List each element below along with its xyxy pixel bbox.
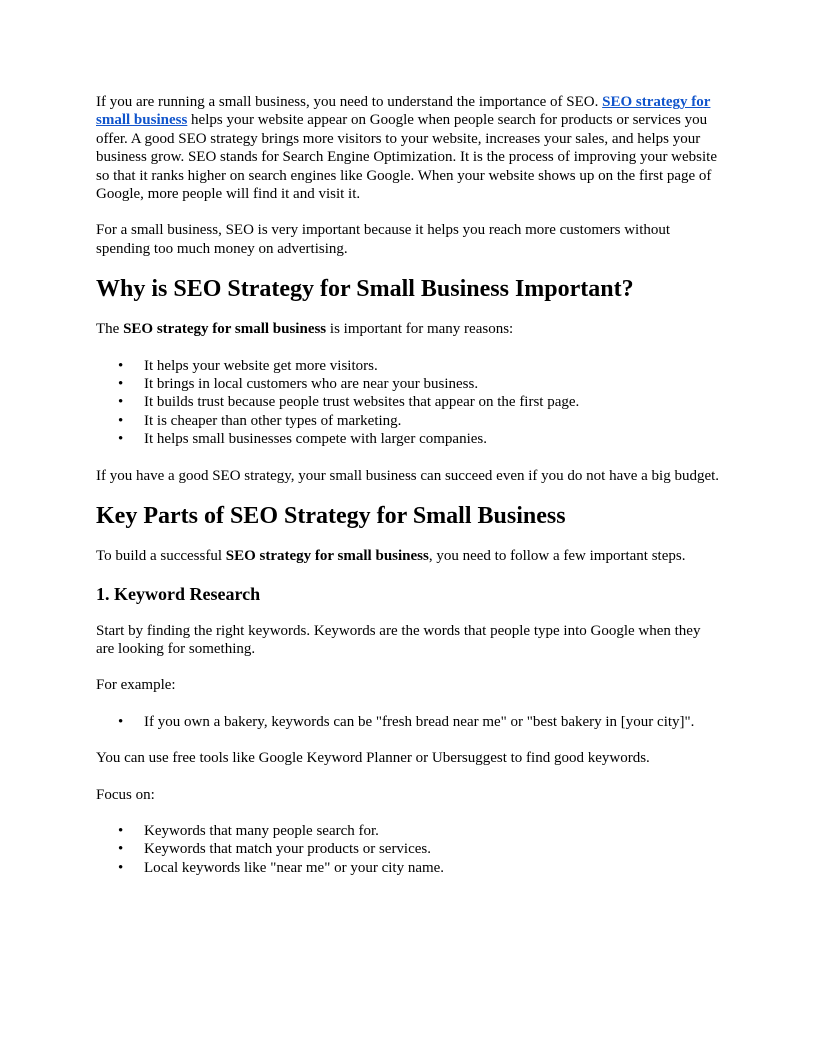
keyword-research-paragraph: Start by finding the right keywords. Keywords are the words that people type into Google when they are looking for something. bbox=[96, 622, 701, 657]
example-label: For example: bbox=[96, 677, 176, 694]
list-item: • Keywords that match your products or services. bbox=[96, 840, 720, 858]
why-bullet-list bbox=[96, 357, 720, 449]
why-intro-after: is important for many reasons: bbox=[326, 321, 514, 338]
key-parts-intro-before: To build a successful bbox=[96, 548, 226, 565]
list-item: • It helps small businesses compete with larger companies. bbox=[96, 430, 720, 448]
why-intro-bold: SEO strategy for small business bbox=[123, 321, 327, 338]
tools-paragraph: You can use free tools like Google Keyword Planner or Ubersuggest to find good keywords. bbox=[96, 750, 650, 767]
key-parts-intro-after: , you need to follow a few important steps. bbox=[428, 548, 686, 565]
list-item: • If you own a bakery, keywords can be "fresh bread near me" or "best bakery in [your city]". bbox=[96, 713, 720, 731]
example-bullet-list bbox=[96, 713, 720, 731]
key-parts-intro-bold: SEO strategy for small business bbox=[225, 548, 429, 565]
list-item: • Local keywords like "near me" or your city name. bbox=[96, 859, 720, 877]
intro-paragraph-2: For a small business, SEO is very important because it helps you reach more customers without spending too much money on advertising. bbox=[96, 222, 671, 257]
list-item: • It helps your website get more visitors. bbox=[96, 357, 720, 375]
list-item: • It brings in local customers who are near your business. bbox=[96, 375, 720, 393]
key-parts-heading: Key Parts of SEO Strategy for Small Business bbox=[96, 503, 566, 530]
why-intro-paragraph bbox=[96, 320, 720, 338]
intro-text-before-link: If you are running a small business, you need to understand the importance of SEO. bbox=[96, 94, 603, 110]
keyword-research-heading: 1. Keyword Research bbox=[96, 583, 261, 604]
why-intro-before: The bbox=[96, 321, 124, 338]
why-heading: Why is SEO Strategy for Small Business Important? bbox=[96, 276, 634, 303]
intro-paragraph-1 bbox=[96, 93, 720, 203]
seo-strategy-link[interactable]: SEO strategy for small business bbox=[96, 94, 711, 129]
list-item: • It builds trust because people trust websites that appear on the first page. bbox=[96, 393, 720, 411]
focus-label: Focus on: bbox=[96, 786, 155, 803]
key-parts-intro-paragraph bbox=[96, 547, 720, 565]
document-page bbox=[96, 93, 720, 877]
focus-bullet-list bbox=[96, 822, 720, 877]
why-closing-paragraph: If you have a good SEO strategy, your small business can succeed even if you do not have a big budget. bbox=[96, 467, 720, 484]
list-item: • Keywords that many people search for. bbox=[96, 822, 720, 840]
list-item: • It is cheaper than other types of marketing. bbox=[96, 412, 720, 430]
intro-text-after-link: helps your website appear on Google when people search for products or services you offer. A good SEO strategy brings more visitors to your website, increases your sales, and helps your business grow. SEO stands for Search Engine Optimization. It is the process of improving your website so that it ranks higher on search engines like Google. When your website shows up on the first page of Google, more people will find it and visit it. bbox=[96, 112, 718, 203]
